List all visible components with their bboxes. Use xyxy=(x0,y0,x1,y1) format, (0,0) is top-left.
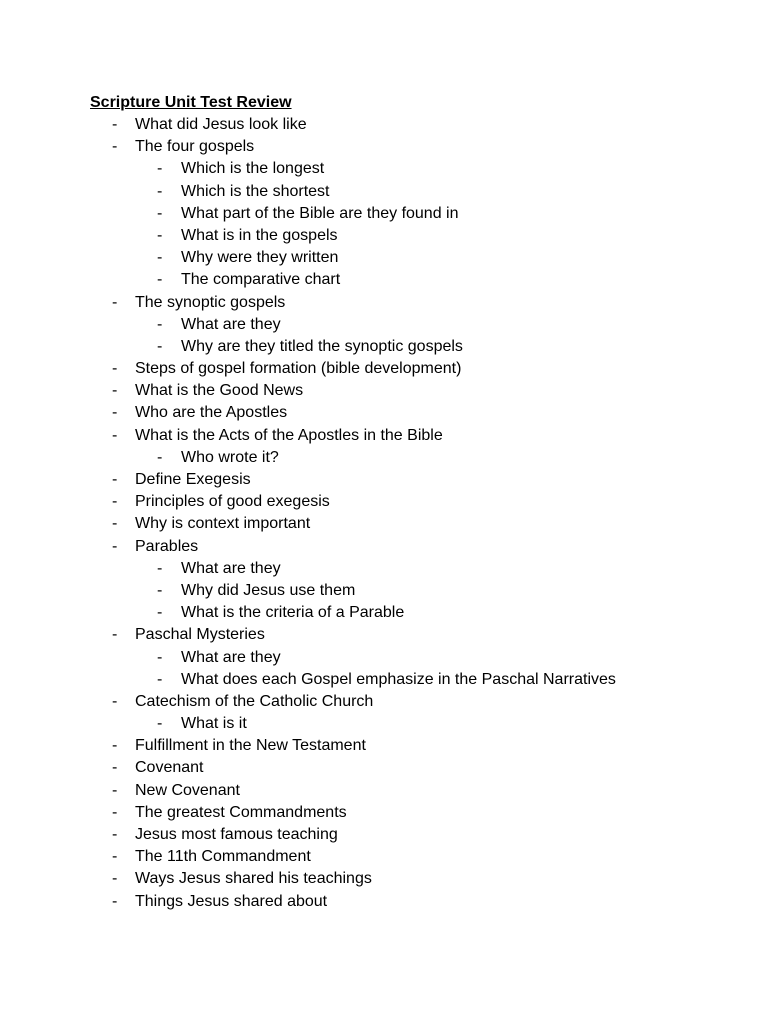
sub-list-item xyxy=(0,225,768,247)
sub-list-item xyxy=(0,580,768,602)
list-item-text: The greatest Commandments xyxy=(135,803,347,821)
list-item xyxy=(0,136,768,158)
list-bullet: - xyxy=(157,271,163,289)
list-bullet: - xyxy=(112,537,118,555)
sub-list-item xyxy=(0,158,768,180)
list-item xyxy=(0,891,768,913)
sub-list-item xyxy=(0,558,768,580)
list-item xyxy=(0,114,768,136)
list-bullet: - xyxy=(112,737,118,755)
list-item-text: What is the Acts of the Apostles in the Bible xyxy=(135,426,443,444)
list-bullet: - xyxy=(157,249,163,267)
list-item-text: Fulfillment in the New Testament xyxy=(135,737,366,755)
list-bullet: - xyxy=(112,116,118,133)
page-title: Scripture Unit Test Review xyxy=(90,94,292,111)
list-item-text: Catechism of the Catholic Church xyxy=(135,692,374,710)
list-bullet: - xyxy=(112,515,118,533)
list-bullet: - xyxy=(157,670,163,688)
review-topic-list xyxy=(0,114,768,913)
sub-list-item xyxy=(0,181,768,203)
sub-list-item xyxy=(0,247,768,269)
list-item-text: Things Jesus shared about xyxy=(135,892,328,910)
list-bullet: - xyxy=(157,226,163,244)
list-item-text: What part of the Bible are they found in xyxy=(181,204,459,222)
list-bullet: - xyxy=(157,182,163,200)
list-item-text: The synoptic gospels xyxy=(135,293,286,311)
sub-list-item xyxy=(0,647,768,669)
list-item-text: What are they xyxy=(181,648,281,666)
list-item-text: Who are the Apostles xyxy=(135,404,288,422)
list-item-text: Covenant xyxy=(135,759,204,777)
sub-list-item xyxy=(0,602,768,624)
list-item-text: Ways Jesus shared his teachings xyxy=(135,870,372,888)
list-bullet: - xyxy=(157,448,163,466)
list-item xyxy=(0,780,768,802)
sub-list-item xyxy=(0,447,768,469)
list-item-text: The comparative chart xyxy=(181,271,341,289)
list-bullet: - xyxy=(112,892,118,910)
list-bullet: - xyxy=(157,715,163,733)
list-item-text: What is it xyxy=(181,715,247,733)
list-item-text: Steps of gospel formation (bible development) xyxy=(135,360,462,378)
list-bullet: - xyxy=(112,626,118,644)
list-item-text: What is in the gospels xyxy=(181,226,338,244)
list-item-text: What did Jesus look like xyxy=(135,116,307,133)
list-item-text: Why is context important xyxy=(135,515,311,533)
sub-list-item xyxy=(0,669,768,691)
list-bullet: - xyxy=(112,426,118,444)
list-item xyxy=(0,824,768,846)
list-bullet: - xyxy=(112,360,118,378)
list-bullet: - xyxy=(112,293,118,311)
list-bullet: - xyxy=(112,848,118,866)
sub-list-item xyxy=(0,314,768,336)
list-bullet: - xyxy=(157,204,163,222)
list-bullet: - xyxy=(157,648,163,666)
list-item-text: What are they xyxy=(181,559,281,577)
list-item xyxy=(0,691,768,713)
list-item xyxy=(0,425,768,447)
list-bullet: - xyxy=(112,870,118,888)
list-item-text: What is the criteria of a Parable xyxy=(181,604,405,622)
list-item-text: Which is the longest xyxy=(181,160,325,178)
list-bullet: - xyxy=(112,404,118,422)
list-item xyxy=(0,802,768,824)
list-bullet: - xyxy=(157,337,163,355)
list-item-text: Who wrote it? xyxy=(181,448,279,466)
list-item xyxy=(0,358,768,380)
list-bullet: - xyxy=(112,759,118,777)
list-bullet: - xyxy=(112,382,118,400)
list-item-text: What does each Gospel emphasize in the Paschal Narratives xyxy=(181,670,616,688)
list-bullet: - xyxy=(112,803,118,821)
list-bullet: - xyxy=(157,160,163,178)
list-item-text: What is the Good News xyxy=(135,382,304,400)
list-bullet: - xyxy=(112,826,118,843)
list-item-text: Why did Jesus use them xyxy=(181,581,356,599)
list-item-text: Paschal Mysteries xyxy=(135,626,265,644)
list-bullet: - xyxy=(157,604,163,622)
list-item-text: Principles of good exegesis xyxy=(135,493,330,511)
list-item-text: The four gospels xyxy=(135,138,255,156)
list-bullet: - xyxy=(157,559,163,577)
list-item xyxy=(0,536,768,558)
list-item xyxy=(0,735,768,757)
list-item-text: New Covenant xyxy=(135,781,240,799)
list-item-text: The 11th Commandment xyxy=(135,848,311,866)
list-bullet: - xyxy=(157,581,163,599)
list-bullet: - xyxy=(112,493,118,511)
sub-list-item xyxy=(0,336,768,358)
list-item-text: Jesus most famous teaching xyxy=(135,826,338,843)
list-item xyxy=(0,469,768,491)
list-bullet: - xyxy=(112,692,118,710)
list-item xyxy=(0,868,768,890)
list-item xyxy=(0,757,768,779)
list-item xyxy=(0,491,768,513)
list-bullet: - xyxy=(112,781,118,799)
list-bullet: - xyxy=(112,471,118,488)
sub-list-item xyxy=(0,269,768,291)
list-item xyxy=(0,380,768,402)
list-item xyxy=(0,292,768,314)
list-item xyxy=(0,846,768,868)
sub-list-item xyxy=(0,713,768,735)
list-item-text: Parables xyxy=(135,537,199,555)
list-item-text: Define Exegesis xyxy=(135,471,251,488)
list-item-text: Why are they titled the synoptic gospels xyxy=(181,337,463,355)
list-item xyxy=(0,402,768,424)
list-bullet: - xyxy=(157,315,163,333)
list-bullet: - xyxy=(112,138,118,156)
list-item xyxy=(0,513,768,535)
list-item-text: Which is the shortest xyxy=(181,182,330,200)
list-item-text: What are they xyxy=(181,315,281,333)
sub-list-item xyxy=(0,203,768,225)
list-item xyxy=(0,624,768,646)
list-item-text: Why were they written xyxy=(181,249,339,267)
